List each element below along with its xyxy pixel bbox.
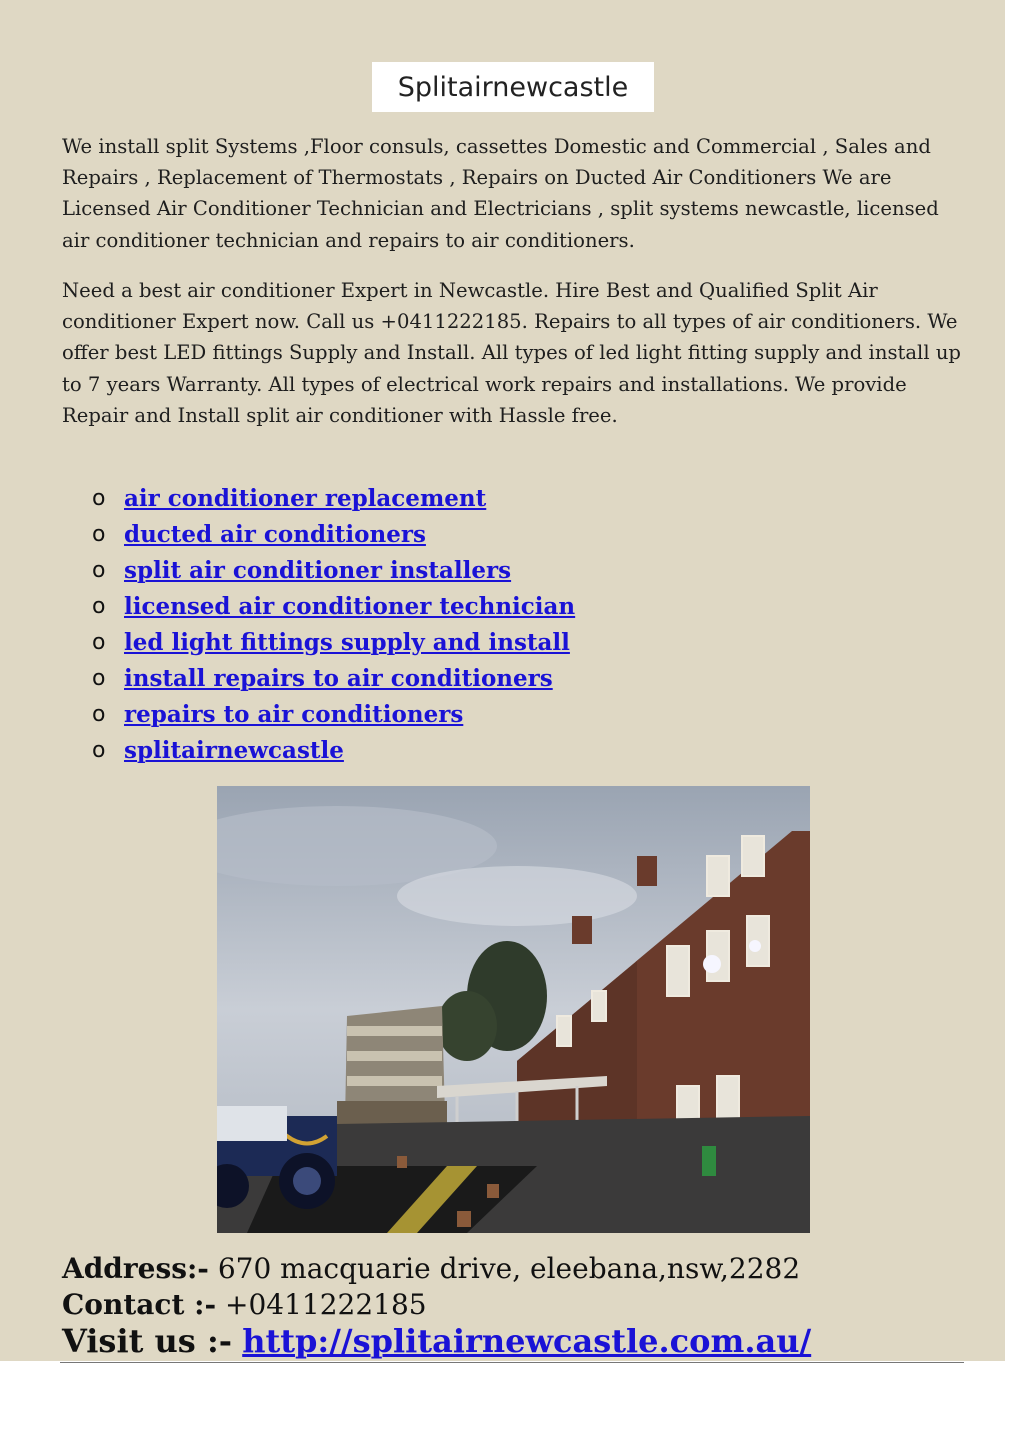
- link-licensed-technician[interactable]: licensed air conditioner technician: [124, 592, 576, 620]
- contact-line: [62, 1288, 962, 1321]
- bullet-icon: o: [92, 701, 106, 727]
- bullet-icon: o: [92, 737, 106, 763]
- bullet-icon: o: [92, 521, 106, 547]
- list-item: [92, 480, 575, 516]
- link-install-repairs[interactable]: install repairs to air conditioners: [124, 664, 553, 692]
- bullet-icon: o: [92, 485, 106, 511]
- link-splitairnewcastle[interactable]: splitairnewcastle: [124, 736, 344, 764]
- address-line: [62, 1252, 962, 1285]
- link-repairs-to-air-conditioners[interactable]: repairs to air conditioners: [124, 700, 464, 728]
- visit-line: [62, 1322, 962, 1360]
- link-split-air-conditioner-installers[interactable]: split air conditioner installers: [124, 556, 512, 584]
- list-item: [92, 660, 575, 696]
- intro-paragraph: We install split Systems ,Floor consuls, cassettes Domestic and Commercial , Sales and Repairs , Replacement of Thermostats , Repairs on Ducted Air Conditioners We are Licensed Air Conditioner Technician and Electricians , split systems newcastle, licensed air conditioner technician and repairs to air conditioners.: [62, 135, 939, 252]
- address-label: Address:-: [62, 1252, 209, 1285]
- list-item: [92, 588, 575, 624]
- address-value: 670 macquarie drive, eleebana,nsw,2282: [208, 1252, 801, 1285]
- contact-phone: +0411222185: [216, 1288, 427, 1321]
- building-photo: [217, 786, 810, 1233]
- list-item: [92, 516, 575, 552]
- list-item: [92, 696, 575, 732]
- page-title: Splitairnewcastle: [372, 62, 654, 112]
- link-led-light-fittings[interactable]: led light fittings supply and install: [124, 628, 570, 656]
- link-ducted-air-conditioners[interactable]: ducted air conditioners: [124, 520, 426, 548]
- list-item: [92, 732, 575, 768]
- bullet-icon: o: [92, 629, 106, 655]
- list-item: [92, 552, 575, 588]
- divider: [60, 1362, 964, 1363]
- description-paragraph: Need a best air conditioner Expert in Newcastle. Hire Best and Qualified Split Air conditioner Expert now. Call us +0411222185. Repairs to all types of air conditioners. We offer best LED fittings Supply and Install. All types of led light fitting supply and install up to 7 years Warranty. All types of electrical work repairs and installations. We provide Repair and Install split air conditioner with Hassle free.: [62, 279, 961, 427]
- contact-label: Contact :-: [62, 1288, 217, 1321]
- bullet-icon: o: [92, 665, 106, 691]
- list-item: [92, 624, 575, 660]
- bullet-icon: o: [92, 593, 106, 619]
- visit-label: Visit us :-: [62, 1322, 233, 1360]
- link-air-conditioner-replacement[interactable]: air conditioner replacement: [124, 484, 487, 512]
- bullet-icon: o: [92, 557, 106, 583]
- service-links-list: [92, 480, 575, 768]
- website-link[interactable]: http://splitairnewcastle.com.au/: [242, 1322, 812, 1360]
